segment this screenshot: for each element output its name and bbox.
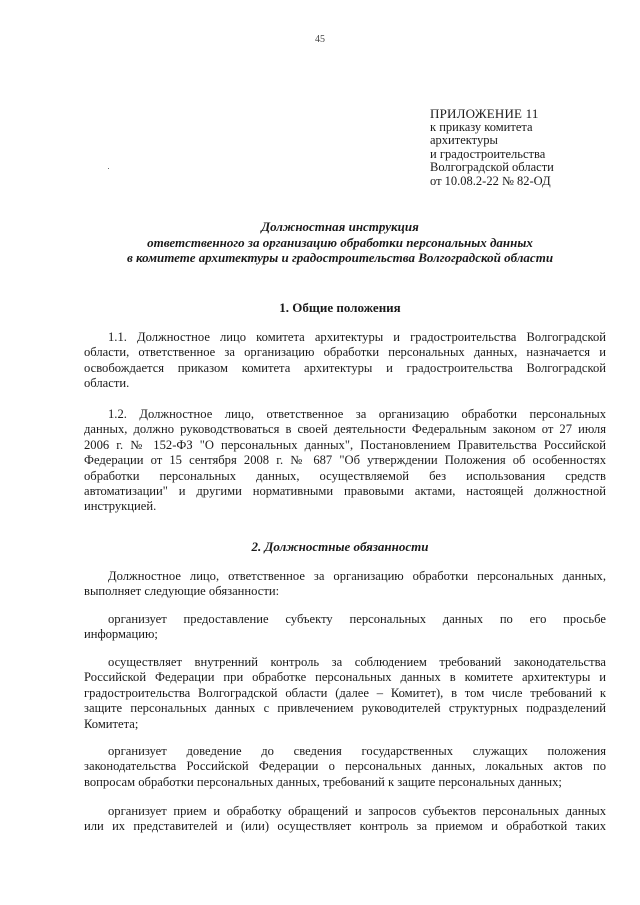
document-title-line: Должностная инструкция — [261, 219, 419, 234]
paragraph-line: обработки персональных данных, осуществляемой без использования средств — [84, 468, 606, 483]
paragraph-line: автоматизации" и другими нормативными правовыми актами, настоящей должностной — [84, 484, 606, 499]
paragraph-line: 2006 г. № 152-ФЗ "О персональных данных", Постановлением Правительства Российской — [84, 437, 606, 452]
page-number: 45 — [315, 34, 325, 45]
appendix-line: от 10.08.2-22 № 82-ОД — [430, 173, 551, 188]
paragraph-line: организует прием и обработку обращений и запросов субъектов персональных данных — [108, 804, 606, 818]
paragraph-line: области. — [84, 376, 130, 391]
paragraph-line: градостроительства Волгоградской области (далее – Комитет), в том числе требований к — [84, 685, 606, 700]
document-title-line: ответственного за организацию обработки персональных данных — [147, 234, 533, 250]
appendix-block — [430, 107, 620, 189]
paragraph-line: области, ответственное за организацию обработки персональных данных, назначается и — [84, 345, 606, 360]
paragraph-line: законодательства Российской Федерации о персональных данных, локальных актов по — [84, 759, 606, 774]
paragraph-duty-inform — [84, 744, 606, 790]
paragraph-line: Федерации от 15 сентября 2008 г. № 687 "Об утверждении Положения об особенностях — [84, 453, 606, 468]
paragraph-duties-intro — [84, 569, 606, 600]
paragraph-line: организует предоставление субъекту персональных данных по его просьбе — [108, 612, 606, 626]
appendix-line: Волгоградской области — [430, 160, 554, 175]
paragraph-line: осуществляет внутренний контроль за соблюдением требований законодательства — [108, 655, 606, 669]
paragraph-1-2 — [84, 407, 606, 515]
section-heading-general: 1. Общие положения — [279, 300, 401, 315]
paragraph-line: информацию; — [84, 627, 158, 642]
document-title-line: в комитете архитектуры и градостроительства Волгоградской области — [126, 250, 554, 265]
appendix-line: к приказу комитета — [430, 119, 533, 134]
scan-speck — [108, 168, 109, 169]
paragraph-line: 1.1. Должностное лицо комитета архитектуры и градостроительства Волгоградской — [108, 330, 606, 344]
paragraph-line: Комитета; — [84, 716, 139, 731]
paragraph-line: выполняет следующие обязанности: — [84, 584, 280, 599]
paragraph-line: инструкцией. — [84, 499, 157, 514]
section-heading-duties: 2. Должностные обязанности — [251, 539, 429, 554]
paragraph-line: или их представителей и (или) осуществляет контроль за приемом и обработкой таких — [84, 819, 606, 834]
paragraph-line: вопросам обработки персональных данных, требований к защите персональных данных; — [84, 774, 562, 789]
paragraph-line: защите персональных данных с привлечением руководителей структурных подразделений — [84, 701, 606, 716]
paragraph-line: 1.2. Должностное лицо, ответственное за организацию обработки персональных — [108, 407, 606, 421]
paragraph-1-1 — [84, 330, 606, 392]
paragraph-duty-requests — [84, 804, 606, 835]
paragraph-line: освобождается приказом комитета архитектуры и градостроительства Волгоградской — [84, 360, 606, 375]
paragraph-duty-info — [84, 612, 606, 643]
paragraph-line: Российской Федерации при обработке персональных данных в комитете архитектуры и — [84, 670, 606, 685]
document-title — [60, 219, 620, 266]
appendix-line: и градостроительства — [430, 146, 546, 161]
paragraph-line: организует доведение до сведения государственных служащих положения — [108, 744, 606, 758]
appendix-title: ПРИЛОЖЕНИЕ 11 — [430, 106, 539, 121]
appendix-line: архитектуры — [430, 133, 498, 148]
paragraph-line: данных, должно руководствоваться в своей деятельности Федеральным законом от 27 июля — [84, 422, 606, 437]
paragraph-duty-control — [84, 655, 606, 732]
paragraph-line: Должностное лицо, ответственное за организацию обработки персональных данных, — [108, 569, 606, 583]
